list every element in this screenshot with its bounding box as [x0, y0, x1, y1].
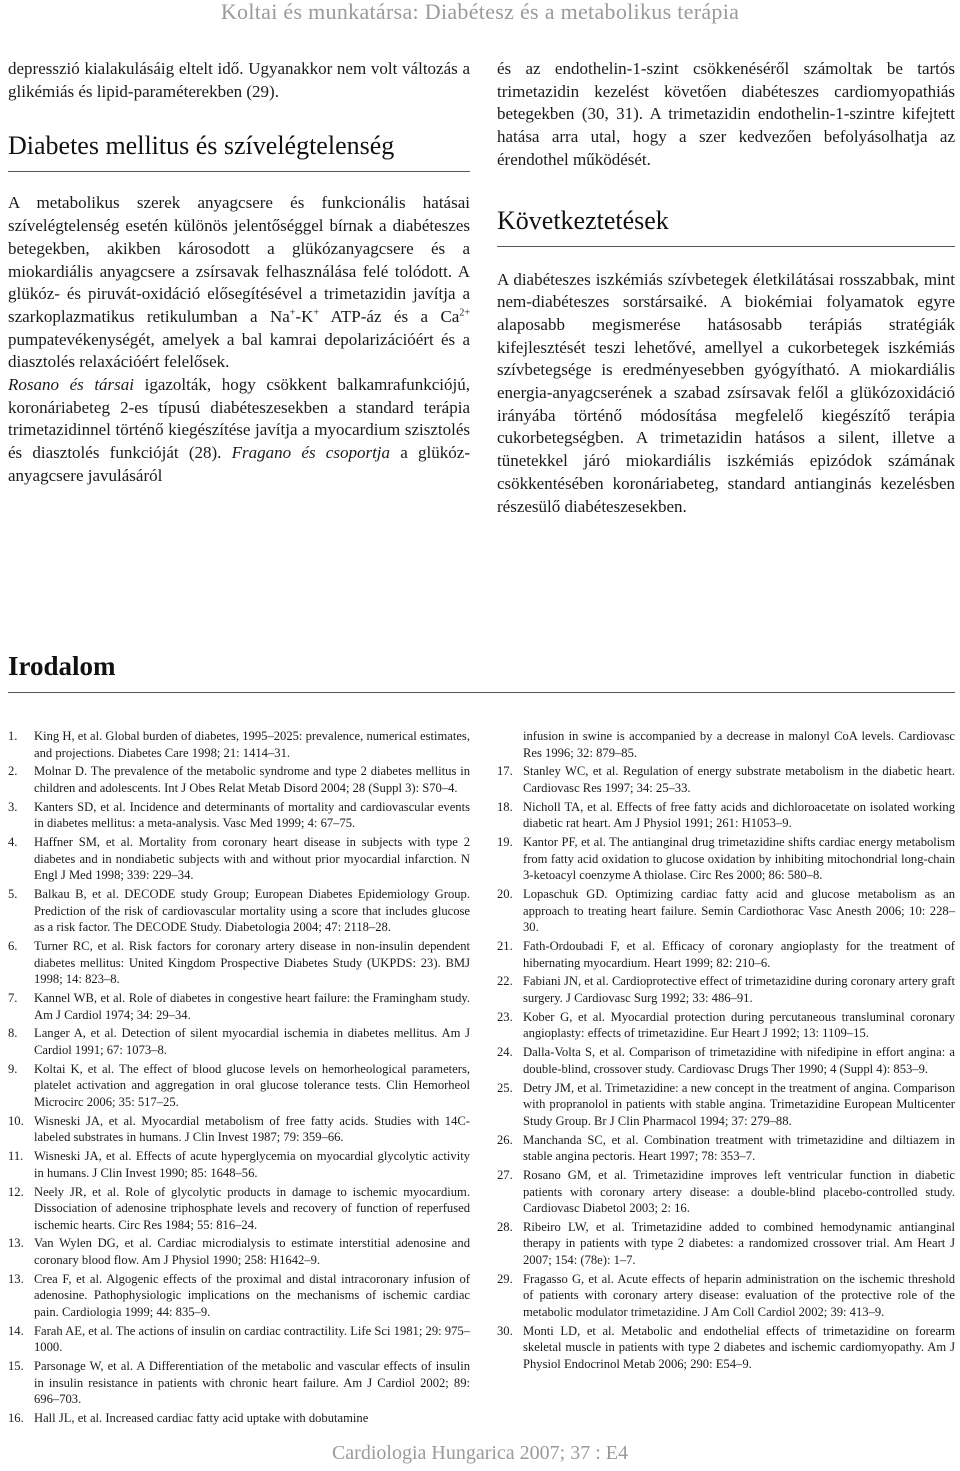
reference-item [497, 1080, 955, 1130]
reference-text: Parsonage W, et al. A Differentiation of the metabolic and vascular effects of insulin in insulin resistance in patients with chronic heart failure. Am J Cardiol 2002; 89: 696–703. [34, 1359, 470, 1407]
reference-text: Stanley WC, et al. Regulation of energy substrate metabolism in the diabetic heart. Cardiovasc Res 1997; 34: 25–33. [523, 764, 955, 795]
reference-number: 26. [497, 1132, 513, 1147]
reference-item [8, 1025, 470, 1058]
page-footer: Cardiologia Hungarica 2007; 37 : E4 [331, 1442, 629, 1464]
reference-text: Langer A, et al. Detection of silent myocardial ischemia in diabetes mellitus. Am J Cardiol 1991; 67: 1073–8. [34, 1026, 470, 1057]
reference-text: Monti LD, et al. Metabolic and endothelial effects of trimetazidine on forearm skeletal muscle in patients with type 2 diabetes and ischemic cardiomyopathy. Am J Physiol Endocrinol Metab 2006; 290: E54–9. [523, 1323, 955, 1371]
reference-text: Kannel WB, et al. Role of diabetes in congestive heart failure: the Framingham study. Am J Cardiol 1974; 34: 29–34. [34, 991, 470, 1022]
reference-number: 13. [8, 1236, 24, 1251]
reference-number: 1. [8, 729, 18, 743]
reference-item [497, 973, 955, 1006]
reference-number: 7. [8, 991, 18, 1006]
reference-number: 22. [497, 974, 513, 989]
reference-number: 2. [8, 764, 18, 779]
reference-item [497, 1044, 955, 1077]
reference-number: 9. [8, 1061, 18, 1076]
conclusions-paragraph: A diabéteszes iszkémiás szívbetegek életkilátásai rosszabbak, mint nem-diabéteszes sorstársaiké. A biokémiai folyamatok egyre alaposabb megismerése hatásosabb terápiás stratégiák kifejlesztését teszi lehetővé, amellyel a cukorbetegek iszkémiás szívbetegsége is eredményesebben gyógyítható. A miokardiális energia-anyagcserének a szabad zsírsavak felől a glükózoxidáció irányába történő módosítása megfelelő kiegészítő terápia cukorbetegségben. A trimetazidin hatásos a silent, illetve a tünetekkel járó miokardiális iszkémiás epizódok számának csökkentésében koronáriabeteg, standard antianginás kezelésben részesülő diabéteszesekben. [497, 269, 955, 516]
reference-item [8, 938, 470, 988]
section-heading-conclusions: Következtetések [497, 205, 669, 235]
reference-item [8, 1061, 470, 1111]
reference-item [8, 1358, 470, 1408]
reference-number: 12. [8, 1184, 24, 1199]
reference-number: 29. [497, 1271, 513, 1286]
reference-item [497, 1271, 955, 1321]
intro-paragraph: depresszió kialakulásáig eltelt idő. Ugyanakkor nem volt változás a glikémiás és lipid-paraméterekben (29). [8, 59, 470, 101]
reference-item [8, 1235, 470, 1268]
reference-item [8, 886, 470, 936]
reference-item [497, 1219, 955, 1269]
reference-item [497, 799, 955, 832]
reference-number: 11. [8, 1149, 24, 1164]
reference-number: 17. [497, 764, 513, 779]
reference-item [8, 1410, 470, 1427]
reference-text: Manchanda SC, et al. Combination treatment with trimetazidine and diltiazem in stable angina pectoris. Heart 1997; 78: 353–7. [523, 1132, 955, 1164]
reference-item [497, 1323, 955, 1373]
references-list-left [8, 728, 470, 1429]
reference-text: Crea F, et al. Algogenic effects of the proximal and distal intracoronary infusion of adenosine. Pathophysiologic implications on the mechanisms of ischemic cardiac pain. Cardiologia 1999; 44: 835–9. [34, 1271, 470, 1320]
reference-number: 28. [497, 1219, 513, 1234]
reference-item [497, 938, 955, 971]
reference-number: 20. [497, 887, 513, 902]
reference-number: 6. [8, 939, 18, 954]
reference-item [497, 1132, 955, 1165]
reference-number: 19. [497, 835, 513, 850]
reference-text: Kantor PF, et al. The antianginal drug trimetazidine shifts cardiac energy metabolism from fatty acid oxidation to glucose oxidation by inhibiting mitochondrial long-chain 3-ketoacyl coenzyme A thiolase. Circ Res 2000; 86: 580–8. [523, 835, 955, 883]
reference-number: 25. [497, 1080, 513, 1095]
body-paragraph-1: A metabolikus szerek anyagcsere és funkcionális hatásai szívelégtelenség esetén különös jelentőséggel bírnak a diabéteszes betegekben, akikben károsodott a glükózanyagcsere és a miokardiális anyagcsere a zsírsavak felhasználása felé tolódott. A glükóz- és piruvát-oxidáció elősegítésével a trimetazidin javítja a szarkoplazmatikus retikulumban a Na+-K+ ATP-áz és a $Ca^{2+}$ pumpatevékenységét, amelyek a bal kamrai depolarizációért és a diasztolés relaxációért felelősek. [8, 193, 470, 372]
reference-number: 21. [497, 939, 513, 954]
running-head: Koltai és munkatársa: Diabétesz és a metabolikus terápia [220, 0, 740, 24]
reference-item [8, 728, 470, 761]
reference-text: Turner RC, et al. Risk factors for coronary artery disease in non-insulin dependent diabetes mellitus: United Kingdom Prospective Diabetes Study (UKPDS: 23). BMJ 1998; 14: 823–8. [34, 939, 470, 987]
reference-item [8, 834, 470, 884]
reference-number: 27. [497, 1167, 513, 1182]
reference-item [8, 1184, 470, 1234]
reference-item [497, 886, 955, 936]
reference-text: Fath-Ordoubadi F, et al. Efficacy of coronary angioplasty for the treatment of hibernating myocardium. Heart 1999; 82: 210–6. [523, 939, 955, 970]
reference-text: Neely JR, et al. Role of glycolytic products in damage to ischemic myocardium. Dissociation of adenosine triphosphate levels and recovery of function of reperfused ischemic hearts. Circ Res 1984; 55: 816–24. [34, 1184, 470, 1232]
reference-number: 15. [8, 1359, 24, 1374]
reference-number: 16. [8, 1411, 24, 1426]
reference-number: 8. [8, 1026, 18, 1041]
heading-rule [497, 246, 955, 247]
reference-item [8, 1148, 470, 1181]
reference-text: King H, et al. Global burden of diabetes, 1995–2025: prevalence, numerical estimates, and projections. Diabetes Care 1998; 21: 1414–31. [34, 729, 470, 760]
reference-item [497, 834, 955, 884]
reference-item [8, 1323, 470, 1356]
reference-text: Ribeiro LW, et al. Trimetazidine added to combined hemodynamic antianginal therapy in patients with type 2 diabetes: a randomized crossover trial. Am Heart J 2007; 154: (78e): 1–7. [523, 1219, 955, 1268]
reference-number: 13. [8, 1271, 24, 1286]
reference-text: Koltai K, et al. The effect of blood glucose levels on hemorheological parameters, platelet activation and aggregation in oral glucose tolerance tests. Clin Hemorheol Microcirc 2006; 35: 517–25. [34, 1061, 470, 1109]
reference-text: Haffner SM, et al. Mortality from coronary heart disease in subjects with type 2 diabetes and in nondiabetic subjects with and without prior myocardial infarction. N Engl J Med 1998; 339: 229–34. [34, 835, 470, 883]
reference-text: Rosano GM, et al. Trimetazidine improves left ventricular function in diabetic patients with coronary artery disease: a double-blind placebo-controlled study. Cardiovasc Diabetol 2003; 2: 16. [523, 1167, 955, 1216]
reference-text: Wisneski JA, et al. Myocardial metabolism of free fatty acids. Studies with 14C-labeled substrates in humans. J Clin Invest 1987; 79: 359–66. [34, 1113, 470, 1145]
references-list-right [497, 728, 955, 1375]
reference-number: 3. [8, 799, 18, 814]
reference-number: 18. [497, 799, 513, 814]
body-paragraph-2: Rosano és társai igazolták, hogy csökkent balkamrafunkciójú, koronáriabeteg 2-es típusú diabéteszesekben a standard terápia trimetazidinnel történő kiegészítése javítja a myocardium szisztolés és diasztolés funkcióját (28). Fragano és csoportja a glükóz-anyagcsere javulásáról [8, 375, 470, 485]
reference-item [8, 1271, 470, 1321]
reference-item [8, 763, 470, 796]
reference-text: Kober G, et al. Myocardial protection during percutaneous transluminal coronary angioplasty: effects of trimetazidine. Eur Heart J 1992; 13: 1109–15. [523, 1009, 955, 1041]
reference-text: Dalla-Volta S, et al. Comparison of trimetazidine with nifedipine in effort angina: a double-blind, crossover study. Cardiovasc Drugs Ther 1990; 4 (Suppl 4): 853–9. [523, 1045, 955, 1076]
reference-text: Balkau B, et al. DECODE study Group; European Diabetes Epidemiology Group. Prediction of the risk of cardiovascular mortality using a score that includes glucose as a risk factor. The DECODE Study. Diabetologia 2004; 47: 2118–28. [34, 887, 470, 935]
continuation-paragraph: és az endothelin-1-szint csökkenéséről számoltak be tartós trimetazidin kezelést követően diabéteszes cardiomyopathiás betegekben (30, 31). A trimetazidin endothelin-1-szintre kifejtett hatása arra utal, hogy a szer kedvezően befolyásolhatja az érendothel működését. [497, 59, 955, 169]
reference-text: Fragasso G, et al. Acute effects of heparin administration on the ischemic threshold of patients with coronary artery disease: evaluation of the protective role of the metabolic modulator trimetazidine. J Am Coll Cardiol 2002; 39: 413–9. [523, 1271, 955, 1320]
reference-item [8, 990, 470, 1023]
reference-text: infusion in swine is accompanied by a decrease in malonyl CoA levels. Cardiovasc Res 1996; 32: 879–85. [523, 729, 955, 760]
reference-text: Detry JM, et al. Trimetazidine: a new concept in the treatment of angina. Comparison with propranolol in patients with stable angina. Trimetazidine European Multicenter Study Group. Br J Clin Pharmacol 1994; 37: 279–88. [523, 1080, 955, 1128]
reference-text: Molnar D. The prevalence of the metabolic syndrome and type 2 diabetes mellitus in children and adolescents. Int J Obes Relat Metab Disord 2004; 28 (Suppl 3): S70–4. [34, 764, 470, 795]
reference-item [497, 763, 955, 796]
heading-rule [8, 171, 470, 172]
reference-item [497, 728, 955, 761]
reference-item [497, 1009, 955, 1042]
reference-item [497, 1167, 955, 1217]
reference-item [8, 799, 470, 832]
right-text-column [497, 58, 955, 518]
reference-number: 10. [8, 1113, 24, 1128]
reference-number: 24. [497, 1045, 513, 1060]
reference-number: 23. [497, 1009, 513, 1024]
reference-number: 4. [8, 835, 18, 850]
reference-text: Wisneski JA, et al. Effects of acute hyperglycemia on myocardial glycolytic activity in humans. J Clin Invest 1990; 85: 1648–56. [34, 1149, 470, 1180]
references-heading: Irodalom [8, 650, 955, 693]
reference-text: Fabiani JN, et al. Cardioprotective effect of trimetazidine during coronary artery graft surgery. J Cardiovasc Surg 1992; 33: 486–91. [523, 974, 955, 1006]
reference-number: 5. [8, 887, 18, 902]
reference-text: Hall JL, et al. Increased cardiac fatty acid uptake with dobutamine [34, 1411, 369, 1426]
reference-item [8, 1113, 470, 1146]
left-text-column [8, 58, 470, 488]
reference-text: Farah AE, et al. The actions of insulin on cardiac contractility. Life Sci 1981; 29: 975–1000. [34, 1323, 470, 1355]
section-heading-diabetes-heart-failure: Diabetes mellitus és szívelégtelenség [8, 131, 395, 161]
reference-number: 30. [497, 1323, 513, 1338]
reference-text: Nicholl TA, et al. Effects of free fatty acids and dichloroacetate on isolated working diabetic rat heart. Am J Physiol 1991; 261: H1053–9. [523, 799, 955, 831]
reference-text: Kanters SD, et al. Incidence and determinants of mortality and cardiovascular events in diabetes mellitus: a meta-analysis. Vasc Med 1999; 4: 67–75. [34, 799, 470, 831]
reference-text: Lopaschuk GD. Optimizing cardiac fatty acid and glucose metabolism as an approach to treating heart failure. Semin Cardiothorac Vasc Anesth 2006; 10: 228–30. [523, 887, 955, 935]
reference-text: Van Wylen DG, et al. Cardiac microdialysis to estimate interstitial adenosine and coronary blood flow. Am J Physiol 1990; 258: H1642–9. [34, 1236, 470, 1268]
reference-number: 14. [8, 1323, 24, 1338]
